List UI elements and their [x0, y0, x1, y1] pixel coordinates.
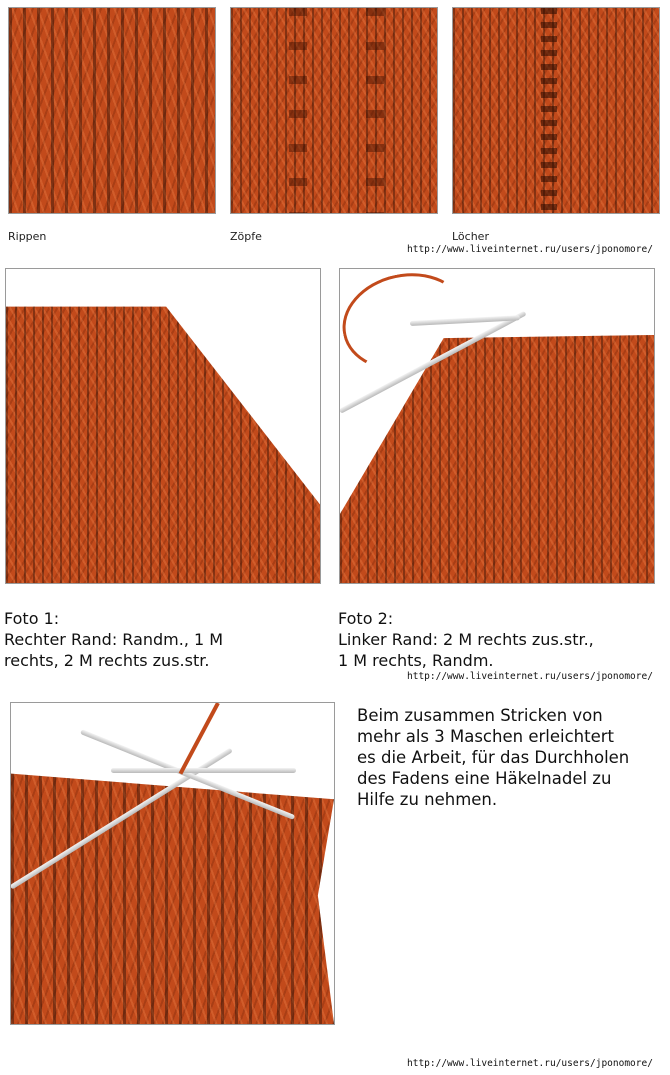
foto-2-caption: Foto 2: Linker Rand: 2 M rechts zus.str., 1 M rechts, Randm. — [338, 609, 594, 670]
knitting-needle — [111, 768, 296, 773]
credit-url[interactable]: http://www.liveinternet.ru/users/jponomore/ — [407, 671, 653, 682]
photo-foto-2 — [339, 268, 655, 584]
credit-url[interactable]: http://www.liveinternet.ru/users/jponomore/ — [407, 1058, 653, 1069]
caption-zoepfe: Zöpfe — [230, 230, 262, 243]
knit-texture — [231, 8, 437, 213]
photo-foto-1 — [5, 268, 321, 584]
description-text: Beim zusammen Stricken von mehr als 3 Maschen erleichtert es die Arbeit, für das Durchholen des Fadens eine Häkelnadel zu Hilfe zu nehmen. — [357, 706, 630, 809]
cable-column — [289, 8, 307, 213]
caption-rippen: Rippen — [8, 230, 47, 243]
cable-column — [366, 8, 384, 213]
photo-loecher — [452, 7, 660, 214]
credit-url[interactable]: http://www.liveinternet.ru/users/jponomore/ — [407, 244, 653, 255]
photo-rippen — [8, 7, 216, 214]
foto-1-caption: Foto 1: Rechter Rand: Randm., 1 M rechts, 2 M rechts zus.str. — [4, 609, 224, 670]
photo-foto-3 — [10, 702, 335, 1025]
knit-piece — [6, 269, 320, 583]
photo-zoepfe — [230, 7, 438, 214]
caption-loecher: Löcher — [452, 230, 489, 243]
eyelet-column — [541, 8, 557, 213]
knit-texture — [9, 8, 215, 213]
knit-piece — [11, 703, 334, 1024]
